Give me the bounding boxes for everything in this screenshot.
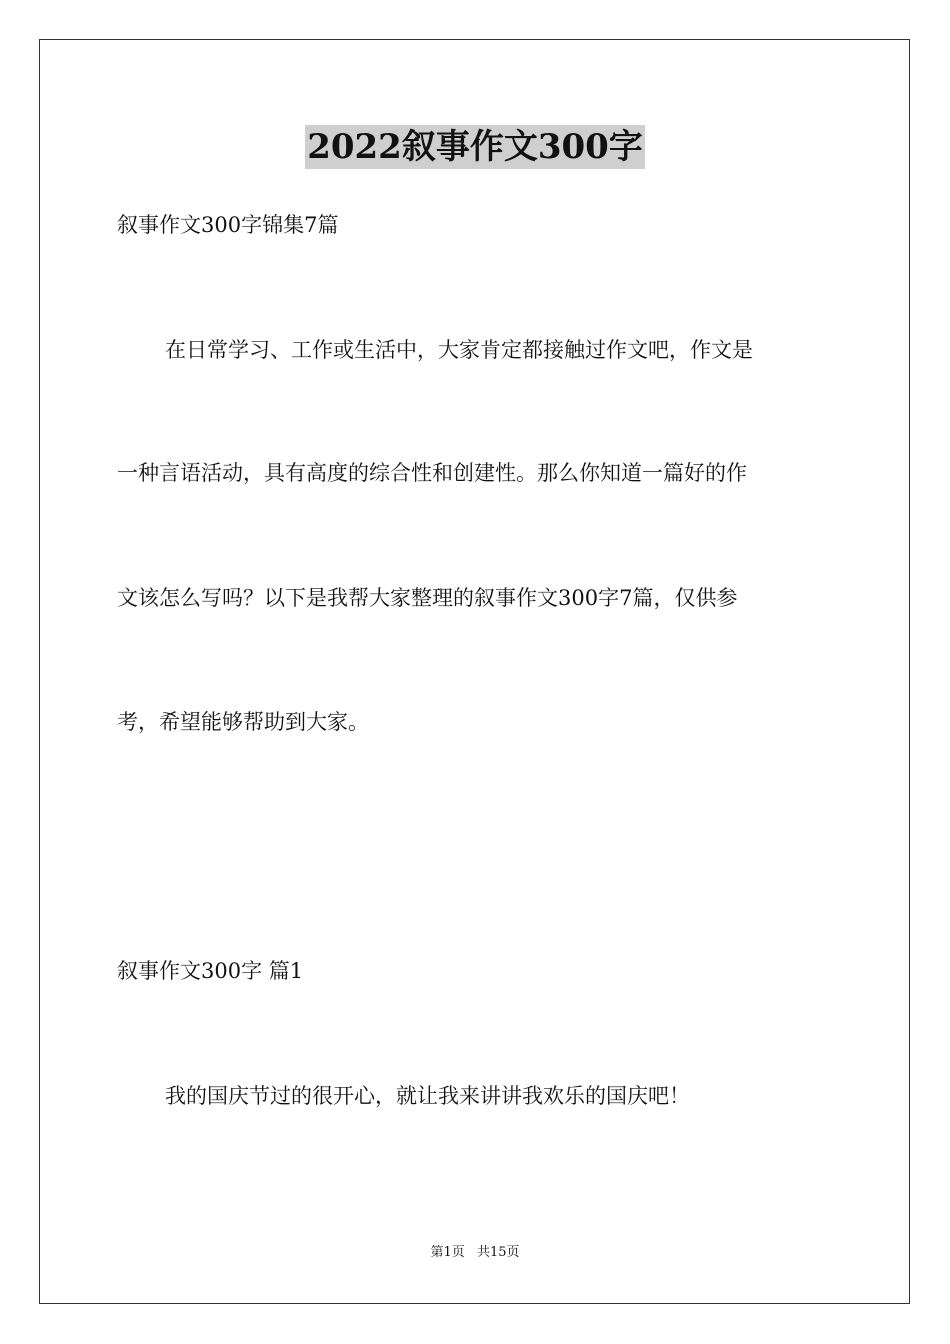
intro-line-3: 文该怎么写吗？以下是我帮大家整理的叙事作文300字7篇，仅供参 <box>117 586 738 610</box>
intro-line-4: 考，希望能够帮助到大家。 <box>117 710 369 734</box>
intro-line-1: 在日常学习、工作或生活中，大家肯定都接触过作文吧，作文是 <box>165 338 753 362</box>
section-paragraph-line: 我的国庆节过的很开心，就让我来讲讲我欢乐的国庆吧！ <box>165 1084 690 1108</box>
document-title: 2022叙事作文300字 <box>307 127 643 167</box>
section-heading: 叙事作文300字 篇1 <box>117 959 304 983</box>
intro-line-2: 一种言语活动，具有高度的综合性和创建性。那么你知道一篇好的作 <box>117 461 747 485</box>
document-subtitle: 叙事作文300字锦集7篇 <box>117 213 339 237</box>
page-footer <box>0 1244 950 1262</box>
page-total: 共15页 <box>476 1245 520 1260</box>
page-number: 第1页 <box>430 1245 465 1260</box>
title-container <box>0 125 950 169</box>
